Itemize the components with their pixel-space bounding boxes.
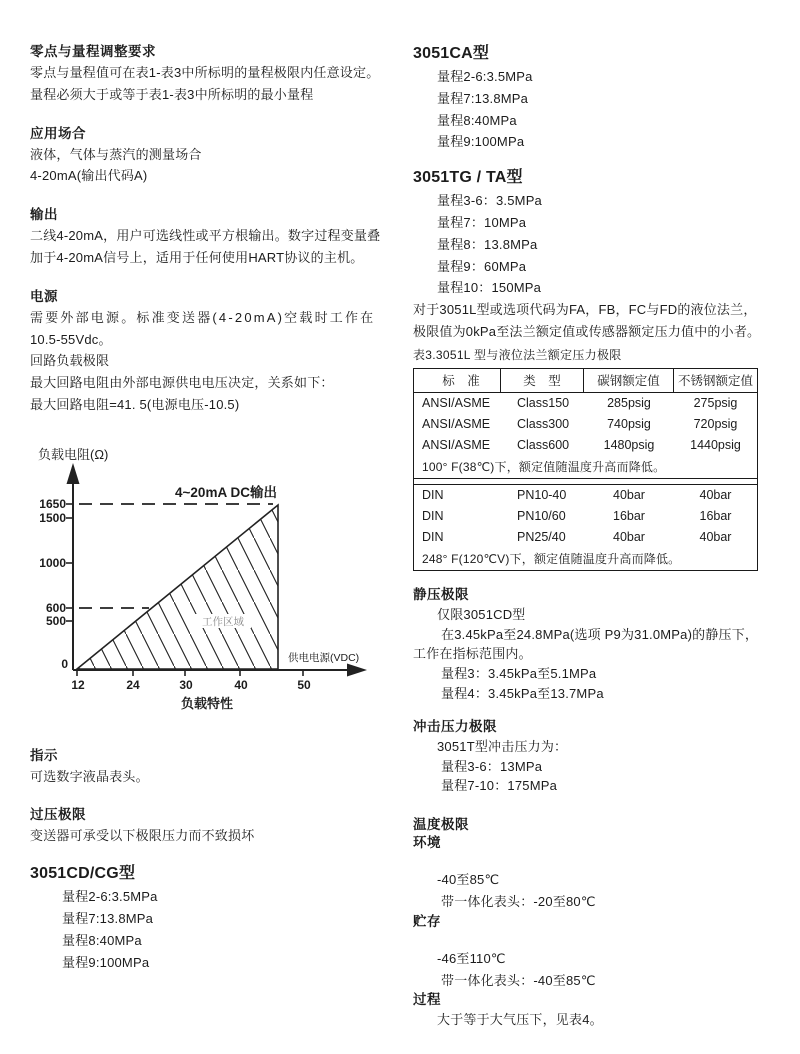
section-heading: 应用场合	[30, 125, 86, 141]
range-item: 量程2-6:3.5MPa	[62, 889, 158, 905]
table-cell: PN10/60	[517, 509, 566, 524]
paragraph-line: 对于3051L型或选项代码为FA，FB，FC与FD的液位法兰，	[413, 302, 757, 318]
paragraph-line: 需要外部电源。标准变送器(4-20mA)空载时工作在	[30, 309, 376, 325]
pressure-rating-table	[413, 368, 758, 571]
model-3051tgta-block	[413, 166, 770, 343]
section-application	[30, 124, 396, 188]
operating-region-label: 工作区域	[202, 615, 244, 628]
chart-y-tick-label: 500	[45, 613, 66, 628]
table-cell: PN25/40	[517, 530, 566, 545]
range-item: 量程3-6：3.5MPa	[437, 193, 542, 209]
paragraph-line: 量程3：3.45kPa至5.1MPa	[441, 666, 597, 682]
table-header-cell: 标 准	[414, 369, 501, 392]
section-output	[30, 205, 396, 269]
range-item: 量程9：60MPa	[437, 258, 527, 274]
paragraph-line: 大于等于大气压下，见表4。	[437, 1012, 603, 1028]
chart-y-tick-label: 1650	[39, 496, 66, 511]
table-cell: DIN	[422, 488, 444, 503]
chart-y-tick-label: 1000	[39, 555, 66, 570]
sub-heading-ambient: 环境	[413, 835, 441, 851]
range-item: 量程9:100MPa	[437, 134, 525, 150]
table-cell: 16bar	[699, 509, 732, 524]
paragraph-line: 在3.45kPa至24.8MPa(选项 P9为31.0MPa)的静压下，	[441, 626, 759, 642]
paragraph-line: -46至110℃	[437, 950, 506, 966]
section-heading: 温度极限	[413, 817, 469, 833]
section-static-pressure	[413, 585, 770, 704]
range-item: 量程9:100MPa	[62, 954, 150, 970]
paragraph-line: 可选数字液晶表头。	[30, 768, 149, 784]
table-section-divider	[414, 478, 757, 485]
table-cell: ANSI/ASME	[422, 396, 491, 411]
chart-y-tick-label: 600	[45, 600, 66, 615]
range-item: 量程7:13.8MPa	[62, 911, 154, 927]
model-3051ca-block	[413, 42, 770, 153]
table-row	[414, 527, 757, 548]
chart-y-axis-label: 负载电阻(Ω)	[38, 446, 109, 462]
table-cell: 740psig	[607, 417, 651, 432]
operating-region-area	[77, 505, 278, 669]
paragraph-line: 变送器可承受以下极限压力而不致损坏	[30, 827, 255, 843]
section-heading: 电源	[30, 288, 58, 304]
table-header-row	[414, 369, 757, 393]
paragraph-line: 液体，气体与蒸汽的测量场合	[30, 146, 202, 162]
x-axis-arrow-icon	[347, 663, 367, 676]
paragraph-line: 最大回路电阻由外部电源供电电压决定，关系如下：	[30, 375, 334, 391]
table-header-cell: 不锈钢额定值	[677, 374, 753, 389]
section-heading: 指示	[30, 747, 58, 763]
table-cell: 1440psig	[690, 438, 741, 453]
table-cell: DIN	[422, 530, 444, 545]
right-column	[413, 0, 770, 1031]
paragraph-line: 工作在指标范围内。	[413, 646, 532, 662]
table-cell: 16bar	[613, 509, 645, 524]
table-cell: 40bar	[613, 488, 645, 503]
section-heading: 静压极限	[413, 586, 469, 602]
section-heading: 输出	[30, 207, 58, 223]
paragraph-line: 量程4：3.45kPa至13.7MPa	[441, 685, 604, 701]
chart-x-axis-label: 供电电源(VDC)	[288, 651, 360, 664]
paragraph-line: 3051T型冲击压力为：	[437, 738, 568, 754]
section-burst-pressure	[413, 717, 770, 796]
range-item: 量程2-6:3.5MPa	[437, 69, 533, 84]
sub-heading-storage: 贮存	[413, 913, 441, 929]
range-item: 量程7：10MPa	[437, 214, 527, 230]
y-axis-arrow-icon	[67, 463, 80, 484]
chart-title: 4~20mA DC输出	[175, 484, 277, 500]
table-cell: 720psig	[693, 417, 738, 432]
section-heading: 过压极限	[30, 806, 86, 822]
paragraph-line: 极限值为0kPa至法兰额定值或传感器额定压力值中的小者。	[413, 323, 761, 339]
table-cell: 275psig	[693, 396, 738, 411]
chart-x-tick-label: 12	[71, 677, 85, 692]
table-cell: Class300	[517, 417, 570, 432]
section-zero-span	[30, 42, 396, 106]
chart-y-tick-label: 0	[61, 656, 68, 671]
section-heading: 零点与量程调整要求	[30, 44, 156, 59]
paragraph-line: 量程必须大于或等于表1-表3中所标明的最小量程	[30, 86, 314, 102]
table-cell: Class600	[517, 438, 570, 453]
table-row	[414, 414, 757, 435]
paragraph-line: 量程3-6：13MPa	[441, 758, 543, 774]
table-header-cell: 碳钢额定值	[584, 369, 674, 392]
table-caption: 表3.3051L 型与液位法兰额定压力极限	[413, 347, 622, 362]
range-item: 量程10：150MPa	[437, 280, 542, 296]
table-cell: Class150	[517, 396, 570, 411]
chart-caption: 负载特性	[180, 695, 234, 711]
paragraph-line: 零点与量程值可在表1-表3中所标明的量程极限内任意设定。	[30, 65, 380, 80]
paragraph-line: 加于4-20mA信号上，适用于任何使用HART协议的主机。	[30, 249, 364, 265]
paragraph-line: 回路负载极限	[30, 353, 110, 369]
range-item: 量程8:40MPa	[62, 932, 142, 948]
table-header-cell: 类 型	[501, 369, 584, 392]
range-item: 量程8：13.8MPa	[437, 236, 538, 252]
table-cell: 40bar	[613, 530, 645, 545]
section-overpressure	[30, 805, 396, 847]
model-heading: 3051TG / TA型	[413, 169, 523, 187]
section-indication	[30, 746, 396, 788]
chart-x-tick-label: 30	[179, 677, 193, 692]
paragraph-line: 4-20mA(输出代码A)	[30, 168, 148, 184]
paragraph-line: 带一体化表头：-40至85℃	[441, 972, 596, 988]
sub-heading-process: 过程	[413, 992, 441, 1008]
section-temperature	[413, 816, 770, 1031]
table-note: 100° F(38℃)下，额定值随温度升高而降低。	[422, 460, 666, 475]
model-heading: 3051CD/CG型	[30, 865, 136, 883]
table-cell: 1480psig	[603, 438, 655, 453]
section-heading: 冲击压力极限	[413, 718, 497, 734]
table-cell: ANSI/ASME	[422, 438, 491, 453]
paragraph-line: 带一体化表头：-20至80℃	[441, 893, 596, 909]
range-item: 量程8:40MPa	[437, 112, 517, 128]
table-note: 248° F(120℃V)下，额定值随温度升高而降低。	[422, 552, 681, 567]
paragraph-line: 二线4-20mA，用户可选线性或平方根输出。数字过程变量叠	[30, 228, 381, 244]
table-row	[414, 435, 757, 456]
table-cell: 40bar	[699, 530, 732, 545]
table-cell: ANSI/ASME	[422, 417, 491, 432]
range-item: 量程7:13.8MPa	[437, 90, 529, 106]
section-power	[30, 287, 396, 416]
table-cell: 40bar	[699, 488, 732, 503]
chart-y-tick-label: 1500	[39, 510, 66, 525]
model-heading: 3051CA型	[413, 45, 490, 62]
left-column	[30, 0, 396, 974]
table-row	[414, 506, 757, 527]
table-cell: DIN	[422, 509, 444, 524]
paragraph-line: -40至85℃	[437, 872, 500, 888]
chart-x-tick-label: 40	[234, 677, 248, 692]
paragraph-line: 量程7-10：175MPa	[441, 778, 558, 794]
table-cell: PN10-40	[517, 488, 567, 503]
load-limit-chart	[30, 442, 396, 714]
paragraph-line: 10.5-55Vdc。	[30, 331, 112, 347]
chart-x-tick-label: 24	[126, 677, 140, 692]
paragraph-line: 仅限3051CD型	[437, 606, 526, 622]
chart-x-tick-label: 50	[297, 677, 311, 692]
paragraph-line: 最大回路电阻=41. 5(电源电压-10.5)	[30, 396, 240, 412]
table-row	[414, 485, 757, 506]
table-cell: 285psig	[607, 396, 651, 411]
table-row	[414, 393, 757, 414]
model-3051cdcg-block	[30, 862, 396, 973]
